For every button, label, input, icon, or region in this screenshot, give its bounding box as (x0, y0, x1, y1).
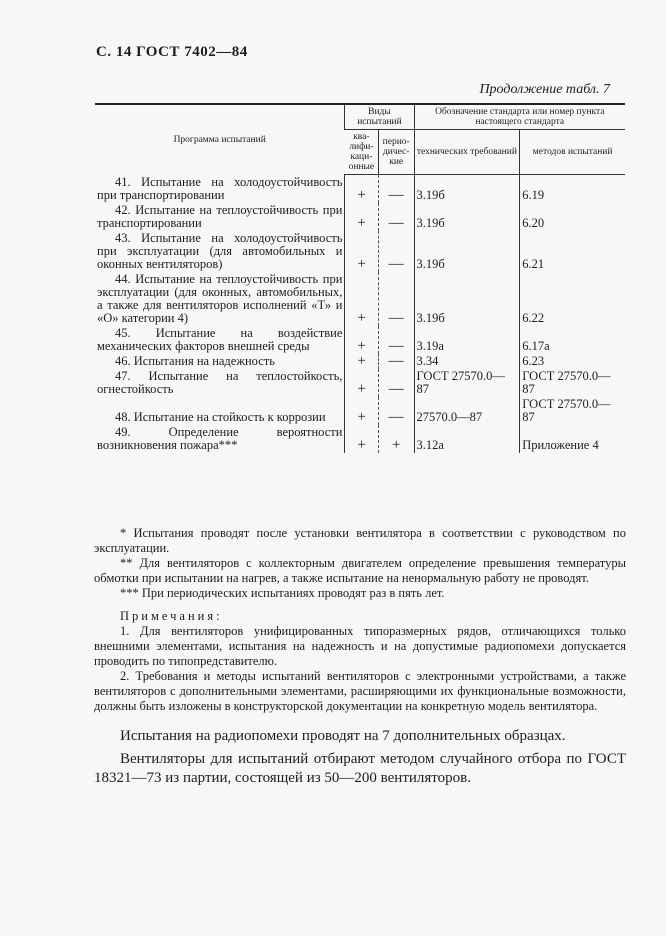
row-periodic: — (378, 203, 414, 231)
footnotes-block (94, 526, 626, 714)
row-qual: + (345, 175, 378, 203)
row-qual: + (345, 354, 378, 369)
row-name: 44. Испытание на теплоустойчивость при эксплуатации (для оконных, автомобильных, а также для вентиляторов исполнений «Т» и «О» категории 4) (97, 271, 343, 325)
row-qual: + (345, 369, 378, 397)
row-name: 49. Определение вероятности возникновения пожара*** (97, 424, 343, 452)
row-tech: ГОСТ 27570.0—87 (414, 369, 520, 397)
row-periodic: — (378, 175, 414, 203)
col-periodic-header: перио-дичес-кие (378, 130, 414, 175)
row-qual: + (345, 425, 378, 453)
row-name: 47. Испытание на теплостойкость, огнестойкость (97, 368, 343, 396)
table-row (95, 369, 625, 397)
row-periodic: — (378, 272, 414, 326)
body-paragraph: Испытания на радиопомехи проводят на 7 дополнительных образцах. (120, 728, 566, 744)
row-methods: 6.19 (520, 175, 625, 203)
row-periodic: — (378, 231, 414, 272)
test-program-table (95, 103, 625, 453)
row-tech: 3.12а (414, 425, 520, 453)
table-row (95, 326, 625, 354)
row-tech: 3.19б (414, 231, 520, 272)
table-row (95, 231, 625, 272)
row-tech: 27570.0—87 (414, 397, 520, 425)
row-tech: 3.19б (414, 175, 520, 203)
row-name: 41. Испытание на холодоустойчивость при транспортировании (97, 174, 343, 202)
row-methods: 6.20 (520, 203, 625, 231)
row-methods: ГОСТ 27570.0—87 (520, 397, 625, 425)
table-row (95, 397, 625, 425)
row-name: 43. Испытание на холодоустойчивость при эксплуатации (для автомобильных и оконных вентиляторов) (97, 230, 343, 271)
row-methods: 6.17а (520, 326, 625, 354)
notes-title: Примечания: (120, 609, 223, 623)
row-periodic: — (378, 369, 414, 397)
row-name: 46. Испытания на надежность (115, 353, 275, 368)
table-row (95, 425, 625, 453)
row-methods: 6.23 (520, 354, 625, 369)
row-methods: Приложение 4 (520, 425, 625, 453)
row-qual: + (345, 203, 378, 231)
col-types-header: Виды испытаний (345, 104, 414, 130)
row-tech: 3.19а (414, 326, 520, 354)
row-name: 42. Испытание на теплоустойчивость при транспортировании (97, 202, 343, 230)
row-name: 48. Испытание на стойкость к коррозии (115, 409, 326, 424)
row-periodic: — (378, 326, 414, 354)
col-standard-header: Обозначение стандарта или номер пункта настоящего стандарта (414, 104, 625, 130)
row-qual: + (345, 326, 378, 354)
page-header: С. 14 ГОСТ 7402—84 (96, 44, 248, 60)
row-qual: + (345, 397, 378, 425)
note-item: 2. Требования и методы испытаний вентиляторов с электронными устройствами, а также вентиляторов с дополнительными элементами, расширяющими их функциональные возможности, должны быть изложены в конструкторской документации на конкретную модель вентилятора. (94, 669, 626, 713)
row-methods: 6.22 (520, 272, 625, 326)
footnote: * Испытания проводят после установки вентилятора в соответствии с руководством по эксплуатации. (94, 526, 626, 555)
row-tech: 3.19б (414, 272, 520, 326)
row-periodic: — (378, 397, 414, 425)
table-row (95, 354, 625, 369)
col-tech-header: технических требований (414, 130, 520, 175)
table-continuation-label: Продолжение табл. 7 (479, 82, 610, 97)
col-methods-header: методов испытаний (520, 130, 625, 175)
row-tech: 3.34 (414, 354, 520, 369)
row-methods: 6.21 (520, 231, 625, 272)
row-periodic: + (378, 425, 414, 453)
row-periodic: — (378, 354, 414, 369)
note-item: 1. Для вентиляторов унифицированных типоразмерных рядов, отличающихся только внешними элементами, испытания на надежность и на допустимые радиопомехи допускается проводить по типопредставителю. (94, 624, 626, 668)
col-program-header: Программа испытаний (95, 104, 345, 175)
row-methods: ГОСТ 27570.0—87 (520, 369, 625, 397)
row-name: 45. Испытание на воздействие механических факторов внешней среды (97, 325, 343, 353)
table-row (95, 175, 625, 203)
footnote: ** Для вентиляторов с коллекторным двигателем определение превышения температуры обмотки при испытании на нагрев, а также испытание на ненормальную работу не проводят. (94, 556, 626, 585)
row-qual: + (345, 272, 378, 326)
row-qual: + (345, 231, 378, 272)
table-row (95, 272, 625, 326)
footnote: *** При периодических испытаниях проводят раз в пять лет. (120, 586, 445, 600)
col-qual-header: ква-лифи-каци-онные (345, 130, 378, 175)
body-text (94, 727, 626, 792)
body-paragraph: Вентиляторы для испытаний отбирают методом случайного отбора по ГОСТ 18321—73 из партии, состоящей из 50—200 вентиляторов. (94, 751, 626, 786)
table-row (95, 203, 625, 231)
row-tech: 3.19б (414, 203, 520, 231)
